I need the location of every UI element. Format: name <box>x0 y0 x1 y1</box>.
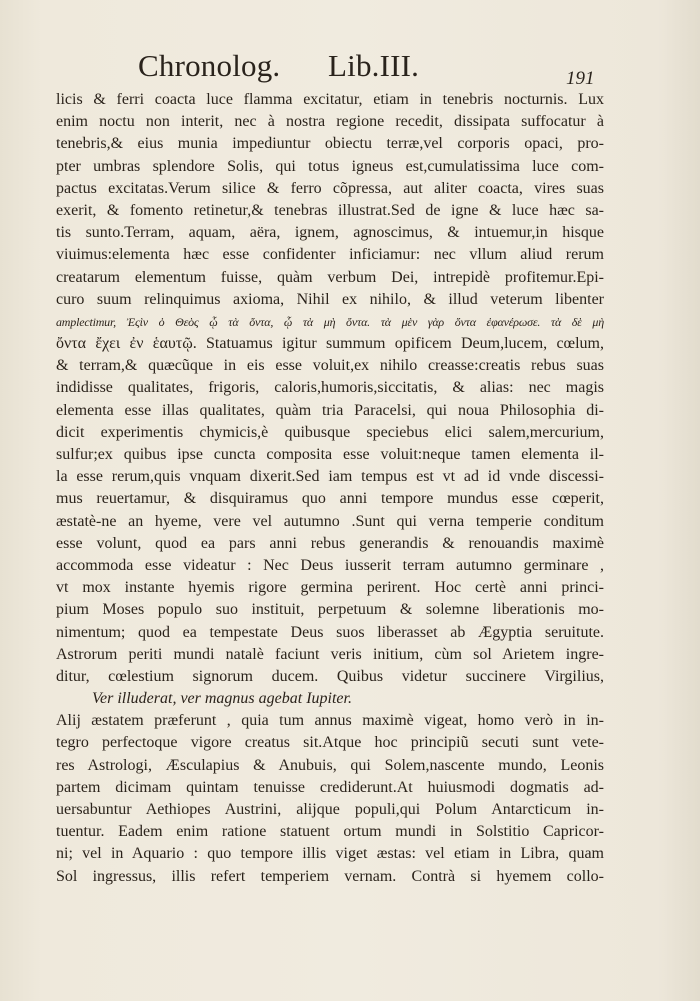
text-line: Alij æstatem præferunt , quia tum annus maximè vigeat, homo verò in in- <box>56 712 604 730</box>
text-line: uersabuntur Aethiopes Austrini, alijque populi,qui Polum Antarcticum in- <box>56 801 604 818</box>
running-head <box>138 48 438 88</box>
text-line: dicit experimentis chymicis,è quibusque speciebus elici salem,mercurium, <box>56 423 604 441</box>
text-line: tuentur. Eadem enim ratione statuent ortum mundi in Solstitio Capricor- <box>56 823 604 841</box>
text-line: mus reuertamur, & disquiramus quo anni tempore mundus esse cœperit, <box>56 490 604 508</box>
page-number: 191 <box>566 68 595 89</box>
text-line: & terram,& quæcũque in eis esse voluit,ex nihilo creasse:creatis rebus suas <box>56 357 604 375</box>
text-line: pium Moses populo suo instituit, perpetuum & solemne liberationis mo- <box>56 601 604 619</box>
text-line: viuimus:elementa hæc esse confidenter inficiamur: nec vllum aliud rerum <box>56 246 604 264</box>
text-line: licis & ferri coacta luce flamma excitatur, etiam in tenebris nocturnis. Lux <box>56 91 604 108</box>
greek-quotation-line: amplectimur, Ἐςὶν ὁ Θεὸς ᾧ τὰ ὄντα, ᾧ τὰ μὴ ὄντα. τὰ μὲν γὰρ ὄντα ἐφανέρωσε. τὰ δὲ μὴ <box>56 314 604 329</box>
text-line: res Astrologi, Æsculapius & Anubuis, qui Solem,nascente mundo, Leonis <box>56 756 604 774</box>
text-line: Astrorum periti mundi natalè faciunt veris initium, cùm sol Arietem ingre- <box>56 645 604 663</box>
text-line: accommoda esse videatur : Nec Deus iusserit terram autumno germinare , <box>56 556 604 574</box>
text-line: nimentum; quod ea tempestate Deus suos liberasset ab Ægyptia seruitute. <box>56 623 604 641</box>
text-line: tenebris,& eius munia impediuntur obiectu terræ,vel corporis opaci, pro- <box>56 135 604 153</box>
text-line: sulfur;ex quibus ipse cuncta composita esse voluit:neque tamen elementa il- <box>56 446 604 463</box>
text-line: elementa esse illas qualitates, quàm tria Paracelsi, qui noua Philosophia di- <box>56 401 604 419</box>
text-line: exerit, & fomento retinetur,& tenebras illustrat.Sed de igne & luce hæc sa- <box>56 201 604 219</box>
text-line: pter umbras splendore Solis, qui totus igneus est,cumulatissima luce com- <box>56 157 604 175</box>
text-line: æstatè-ne an hyeme, vere vel autumno .Sunt qui verna temperie conditum <box>56 512 604 530</box>
text-line: creatarum elementum fuisse, quàm verbum Dei, intrepidè profitemur.Epi- <box>56 268 604 286</box>
text-line: partem dicimam quintam tenuisse crediderunt.At huiusmodi dogmatis ad- <box>56 778 604 796</box>
text-line: ditur, cœlestium signorum ducem. Quibus videtur succinere Virgilius, <box>56 667 604 685</box>
text-line: ὄντα ἔχει ἐν ἑαυτῷ. Statuamus igitur summum opificem Deum,lucem, cœlum, <box>56 335 604 353</box>
body-text <box>56 89 604 888</box>
text-line: tis sunto.Terram, aquam, aëra, ignem, agnoscimus, & intuemur,in hisque <box>56 224 604 242</box>
text-line: enim noctu non interit, nec à nostra regione recedit, dissipata suffocatur à <box>56 113 604 131</box>
text-line: indidisse qualitates, frigoris, caloris,humoris,siccitatis, & alias: nec magis <box>56 379 604 397</box>
text-line: pactus excitatas.Verum silice & ferro cõpressa, aut aliter coacta, vires suas <box>56 179 604 197</box>
text-line: la esse rerum,quis vnquam dixerit.Sed iam tempus est vt ad id vnde discessi- <box>56 468 604 486</box>
text-line: tegro perfectoque vigore creatus sit.Atque hoc principiũ secuti sunt vete- <box>56 734 604 752</box>
text-line: curo suum relinquimus axioma, Nihil ex nihilo, & illud veterum libenter <box>56 290 604 308</box>
text-line: vt mox instante hyemis rigore germina perirent. Hoc certè anni princi- <box>56 579 604 597</box>
running-head-title: Chronolog. <box>138 48 281 83</box>
verse-quotation: Ver illuderat, ver magnus agebat Iupiter. <box>92 690 352 708</box>
text-line: esse volunt, quod ea pars anni rebus generandis & renouandis maximè <box>56 534 604 552</box>
text-line: ni; vel in Aquario : quo tempore illis viget æstas: vel etiam in Libra, quam <box>56 845 604 863</box>
running-head-book: Lib.III. <box>328 48 420 83</box>
text-line: Sol ingressus, illis refert temperiem vernam. Contrà si hyemem collo- <box>56 867 604 885</box>
